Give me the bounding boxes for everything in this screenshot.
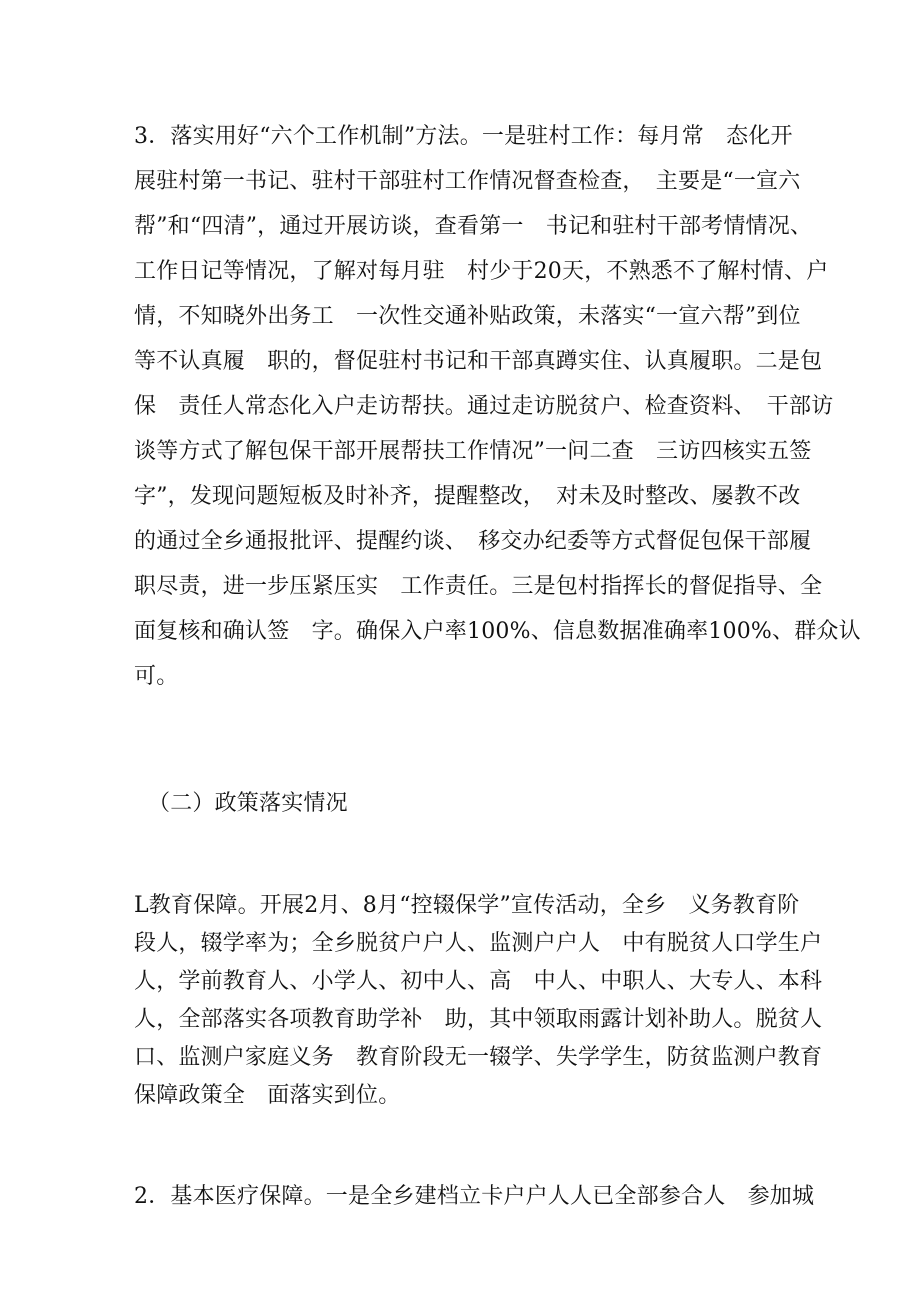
paragraph-2-line: 人，全部落实各项教育助学补 助，其中领取雨露计划补助人。脱贫人	[134, 1007, 823, 1032]
paragraph-1-line: 谈等方式了解包保干部开展帮扶工作情况”一问二查 三访四核实五签	[134, 439, 812, 464]
paragraph-2-line: 口、监测户家庭义务 教育阶段无一辍学、失学学生，防贫监测户教育	[134, 1045, 823, 1070]
paragraph-1-line: 的通过全乡通报批评、提醒约谈、 移交办纪委等方式督促包保干部履	[134, 529, 812, 554]
section-heading: （二）政策落实情况	[148, 791, 348, 816]
paragraph-1-line: 面复核和确认签 字。确保入户率100%、信息数据准确率100%、群众认	[134, 619, 861, 644]
paragraph-1-line: 职尽责，进一步压紧压实 工作责任。三是包村指挥长的督促指导、全	[134, 574, 823, 599]
paragraph-1-line: 可。	[134, 664, 179, 689]
paragraph-1-line: 保 责任人常态化入户走访帮扶。通过走访脱贫户、检查资料、 干部访	[134, 394, 834, 419]
paragraph-1-line: 字”，发现问题短板及时补齐，提醒整改， 对未及时整改、屡教不改	[134, 484, 801, 509]
paragraph-3-line: 2．基本医疗保障。一是全乡建档立卡户户人人已全部参合人 参加城	[134, 1184, 815, 1209]
paragraph-2-line: 人，学前教育人、小学人、初中人、高 中人、中职人、大专人、本科	[134, 969, 823, 994]
paragraph-2-line: 保障政策全 面落实到位。	[134, 1083, 401, 1108]
paragraph-2-line: 段人，辍学率为；全乡脱贫户户人、监测户户人 中有脱贫人口学生户	[134, 931, 823, 956]
paragraph-1-line: 工作日记等情况，了解对每月驻 村少于20天，不熟悉不了解村情、户	[134, 259, 829, 284]
paragraph-1-line: 展驻村第一书记、驻村干部驻村工作情况督查检查， 主要是“一宣六	[134, 169, 801, 194]
paragraph-1-line: 3．落实用好“六个工作机制”方法。一是驻村工作：每月常 态化开	[134, 124, 793, 149]
paragraph-2-line: L教育保障。开展2月、8月“控辍保学”宣传活动，全乡 义务教育阶	[134, 893, 800, 918]
paragraph-1-line: 等不认真履 职的，督促驻村书记和干部真蹲实住、认真履职。二是包	[134, 349, 823, 374]
paragraph-1-line: 帮”和“四清”，通过开展访谈，查看第一 书记和驻村干部考情情况、	[134, 214, 813, 239]
paragraph-1-line: 情，不知晓外出务工 一次性交通补贴政策，未落实“一宣六帮”到位	[134, 304, 801, 329]
